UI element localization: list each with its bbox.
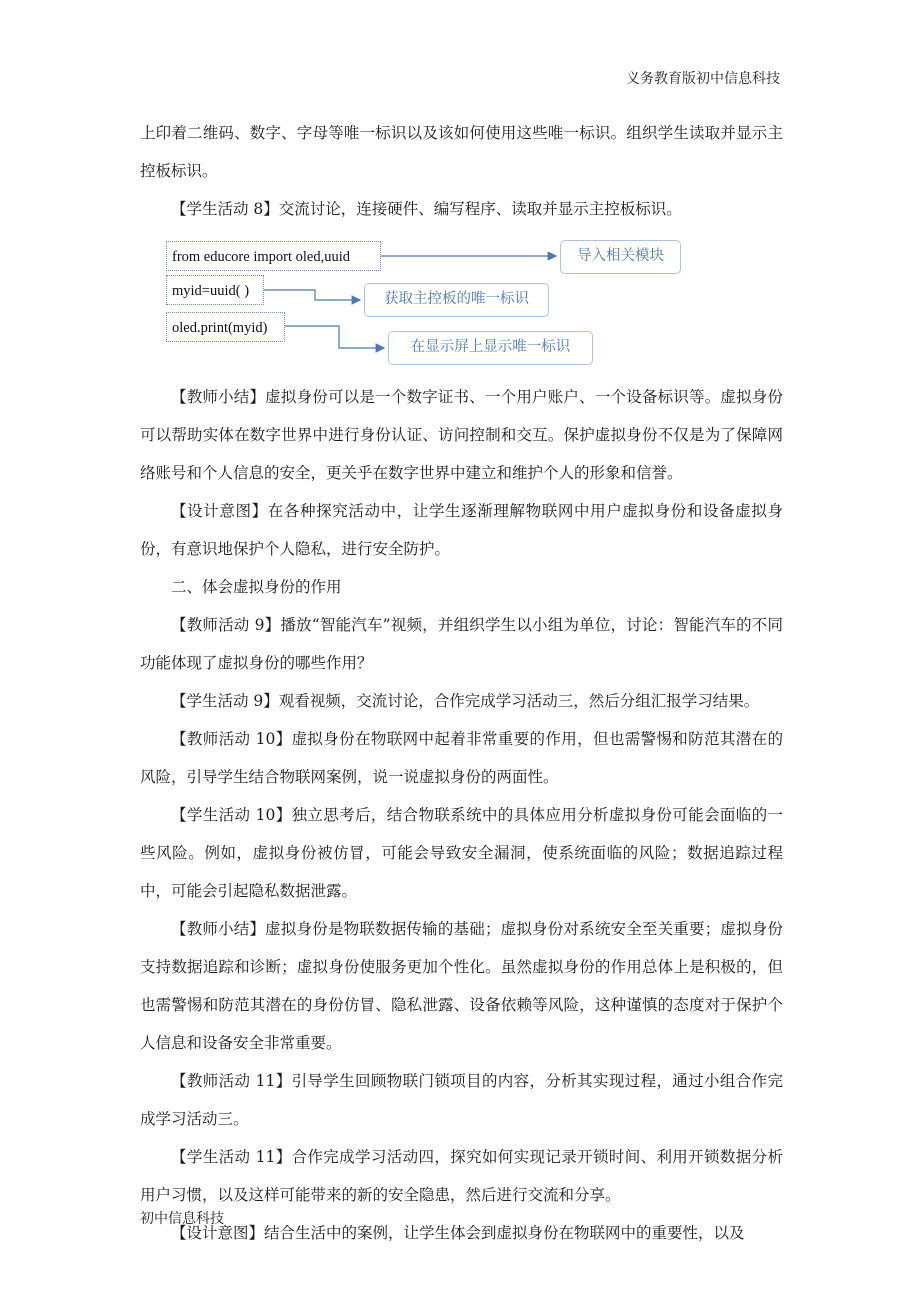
- paragraph: 【教师小结】虚拟身份是物联数据传输的基础；虚拟身份对系统安全至关重要；虚拟身份支持数据追踪和诊断；虚拟身份使服务更加个性化。虽然虚拟身份的作用总体上是积极的，但也需警惕和防范其潜在的身份仿冒、隐私泄露、设备依赖等风险，这种谨慎的态度对于保护个人信息和设备安全非常重要。: [140, 920, 783, 1052]
- label-show-uuid: 在显示屏上显示唯一标识: [388, 331, 593, 365]
- label-import-modules: 导入相关模块: [560, 240, 681, 274]
- code-diagram: [140, 234, 783, 366]
- connector-arrow: [285, 326, 384, 348]
- code-line-import: from educore import oled,uuid: [166, 241, 381, 271]
- page-footer: 初中信息科技: [140, 1211, 224, 1227]
- paragraph: 【教师活动 10】虚拟身份在物联网中起着非常重要的作用，但也需警惕和防范其潜在的风险，引导学生结合物联网案例，说一说虚拟身份的两面性。: [140, 730, 783, 786]
- paragraph: 【教师活动 9】播放“智能汽车”视频，并组织学生以小组为单位，讨论：智能汽车的不同功能体现了虚拟身份的哪些作用？: [140, 616, 783, 672]
- code-line-uuid: myid=uuid( ): [166, 275, 264, 305]
- paragraph: 【学生活动 11】合作完成学习活动四，探究如何实现记录开锁时间、利用开锁数据分析用户习惯，以及这样可能带来的新的安全隐患，然后进行交流和分享。: [140, 1148, 783, 1204]
- paragraph: 【教师小结】虚拟身份可以是一个数字证书、一个用户账户、一个设备标识等。虚拟身份可以帮助实体在数字世界中进行身份认证、访问控制和交互。保护虚拟身份不仅是为了保障网络账号和个人信息的安全，更关乎在数字世界中建立和维护个人的形象和信誉。: [140, 388, 783, 482]
- paragraph: 【教师活动 11】引导学生回顾物联门锁项目的内容，分析其实现过程，通过小组合作完成学习活动三。: [140, 1072, 783, 1128]
- paragraph: 上印着二维码、数字、字母等唯一标识以及该如何使用这些唯一标识。组织学生读取并显示主控板标识。: [140, 124, 783, 180]
- paragraph: 【学生活动 8】交流讨论，连接硬件、编写程序、读取并显示主控板标识。: [171, 200, 682, 218]
- document-body: [140, 114, 783, 1252]
- paragraph: 【学生活动 10】独立思考后，结合物联系统中的具体应用分析虚拟身份可能会面临的一些风险。例如，虚拟身份被仿冒，可能会导致安全漏洞，使系统面临的风险；数据追踪过程中，可能会引起隐私数据泄露。: [140, 806, 783, 900]
- page-header: 义务教育版初中信息科技: [626, 71, 780, 87]
- code-line-print: oled.print(myid): [166, 312, 285, 342]
- paragraph: 【设计意图】结合生活中的案例，让学生体会到虚拟身份在物联网中的重要性，以及: [171, 1224, 745, 1242]
- label-get-uuid: 获取主控板的唯一标识: [364, 283, 549, 317]
- section-heading: 二、体会虚拟身份的作用: [171, 578, 342, 596]
- paragraph: 【学生活动 9】观看视频，交流讨论，合作完成学习活动三，然后分组汇报学习结果。: [171, 692, 760, 710]
- connector-arrow: [264, 290, 360, 300]
- paragraph: 【设计意图】在各种探究活动中，让学生逐渐理解物联网中用户虚拟身份和设备虚拟身份，有意识地保护个人隐私，进行安全防护。: [140, 502, 783, 558]
